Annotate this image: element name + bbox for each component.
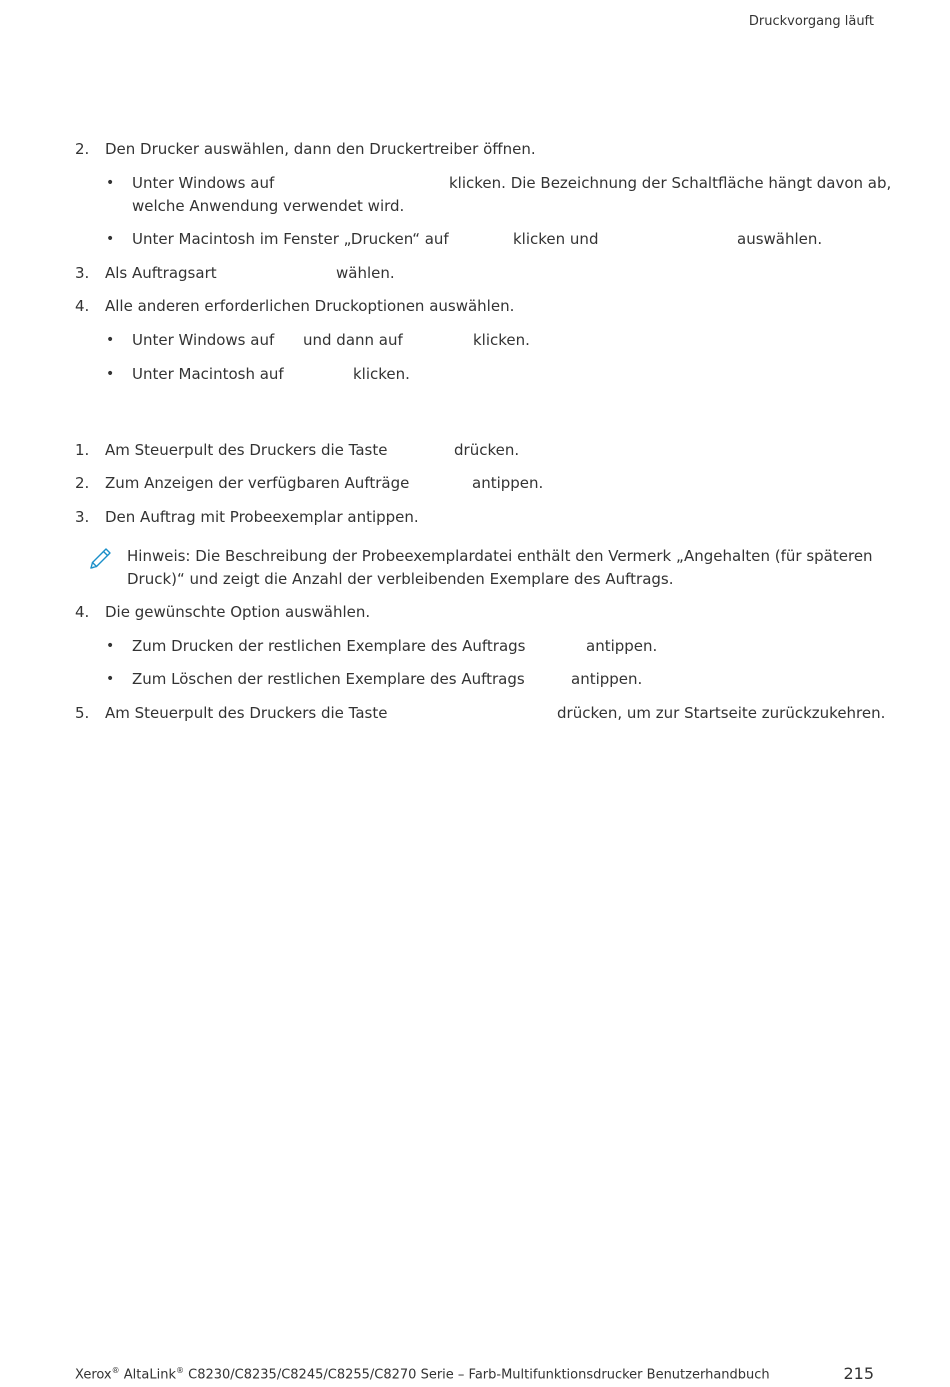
- step-number: 4.: [75, 603, 90, 621]
- bullet: •: [106, 366, 115, 382]
- footer-product: C8230/C8235/C8245/C8255/C8270 Serie – Farb-Multifunktionsdrucker Benutzerhandbuch: [188, 1367, 770, 1383]
- bullet-text-c: welche Anwendung verwendet wird.: [132, 197, 405, 215]
- bullet-text-a: Unter Macintosh auf: [132, 365, 284, 383]
- step-number: 5.: [75, 704, 90, 722]
- bullet: •: [106, 175, 115, 191]
- bullet: •: [106, 671, 115, 687]
- step-text-a: Am Steuerpult des Druckers die Taste: [105, 441, 388, 459]
- bullet-text-b: klicken.: [353, 365, 410, 383]
- running-header: Druckvorgang läuft: [748, 14, 874, 29]
- bullet-text-a: Zum Löschen der restlichen Exemplare des Auftrags: [132, 670, 525, 688]
- step-number: 1.: [75, 441, 90, 459]
- step-text: Den Drucker auswählen, dann den Druckertreiber öffnen.: [105, 140, 536, 158]
- bullet-text-b: antippen.: [571, 670, 643, 688]
- step-text-a: Als Auftragsart: [105, 264, 217, 282]
- footer-brand-xerox: Xerox: [75, 1367, 112, 1383]
- note-line-2: Druck)“ und zeigt die Anzahl der verbleibenden Exemplare des Auftrags.: [127, 570, 674, 588]
- step-number: 2.: [75, 474, 90, 492]
- footer-title: [75, 1366, 770, 1382]
- bullet-text-b: und dann auf: [303, 331, 403, 349]
- step-text-b: drücken, um zur Startseite zurückzukehren.: [557, 704, 886, 722]
- bullet: •: [106, 638, 115, 654]
- step-text-a: Zum Anzeigen der verfügbaren Aufträge: [105, 474, 410, 492]
- bullet-text-b: antippen.: [586, 637, 658, 655]
- step-text-b: wählen.: [336, 264, 395, 282]
- bullet-text-c: auswählen.: [737, 230, 823, 248]
- step-number: 3.: [75, 508, 90, 526]
- step-text-b: drücken.: [454, 441, 520, 459]
- step-number: 2.: [75, 140, 90, 158]
- registered-mark: ®: [175, 1366, 184, 1375]
- step-text: Den Auftrag mit Probeexemplar antippen.: [105, 508, 419, 526]
- footer-brand-altalink: AltaLink: [123, 1367, 176, 1383]
- step-text: Die gewünschte Option auswählen.: [105, 603, 371, 621]
- step-text: Alle anderen erforderlichen Druckoptionen auswählen.: [105, 297, 515, 315]
- registered-mark: ®: [111, 1366, 120, 1375]
- bullet-text-a: Unter Macintosh im Fenster „Drucken“ auf: [132, 230, 449, 248]
- bullet-text-a: Unter Windows auf: [132, 174, 275, 192]
- bullet: •: [106, 231, 115, 247]
- note-line-1: Hinweis: Die Beschreibung der Probeexemplardatei enthält den Vermerk „Angehalten (für späteren: [127, 547, 873, 565]
- page-number: 215: [843, 1364, 874, 1383]
- note-text: [127, 545, 873, 591]
- step-number: 4.: [75, 297, 90, 315]
- bullet-text-a: Zum Drucken der restlichen Exemplare des Auftrags: [132, 637, 526, 655]
- step-text-a: Am Steuerpult des Druckers die Taste: [105, 704, 388, 722]
- bullet: •: [106, 332, 115, 348]
- step-number: 3.: [75, 264, 90, 282]
- step-text-b: antippen.: [472, 474, 544, 492]
- pencil-icon: [87, 546, 113, 572]
- bullet-text-c: klicken.: [473, 331, 530, 349]
- bullet-text-b: klicken und: [513, 230, 599, 248]
- bullet-text-a: Unter Windows auf: [132, 331, 275, 349]
- bullet-text-b: klicken. Die Bezeichnung der Schaltfläche hängt davon ab,: [449, 174, 892, 192]
